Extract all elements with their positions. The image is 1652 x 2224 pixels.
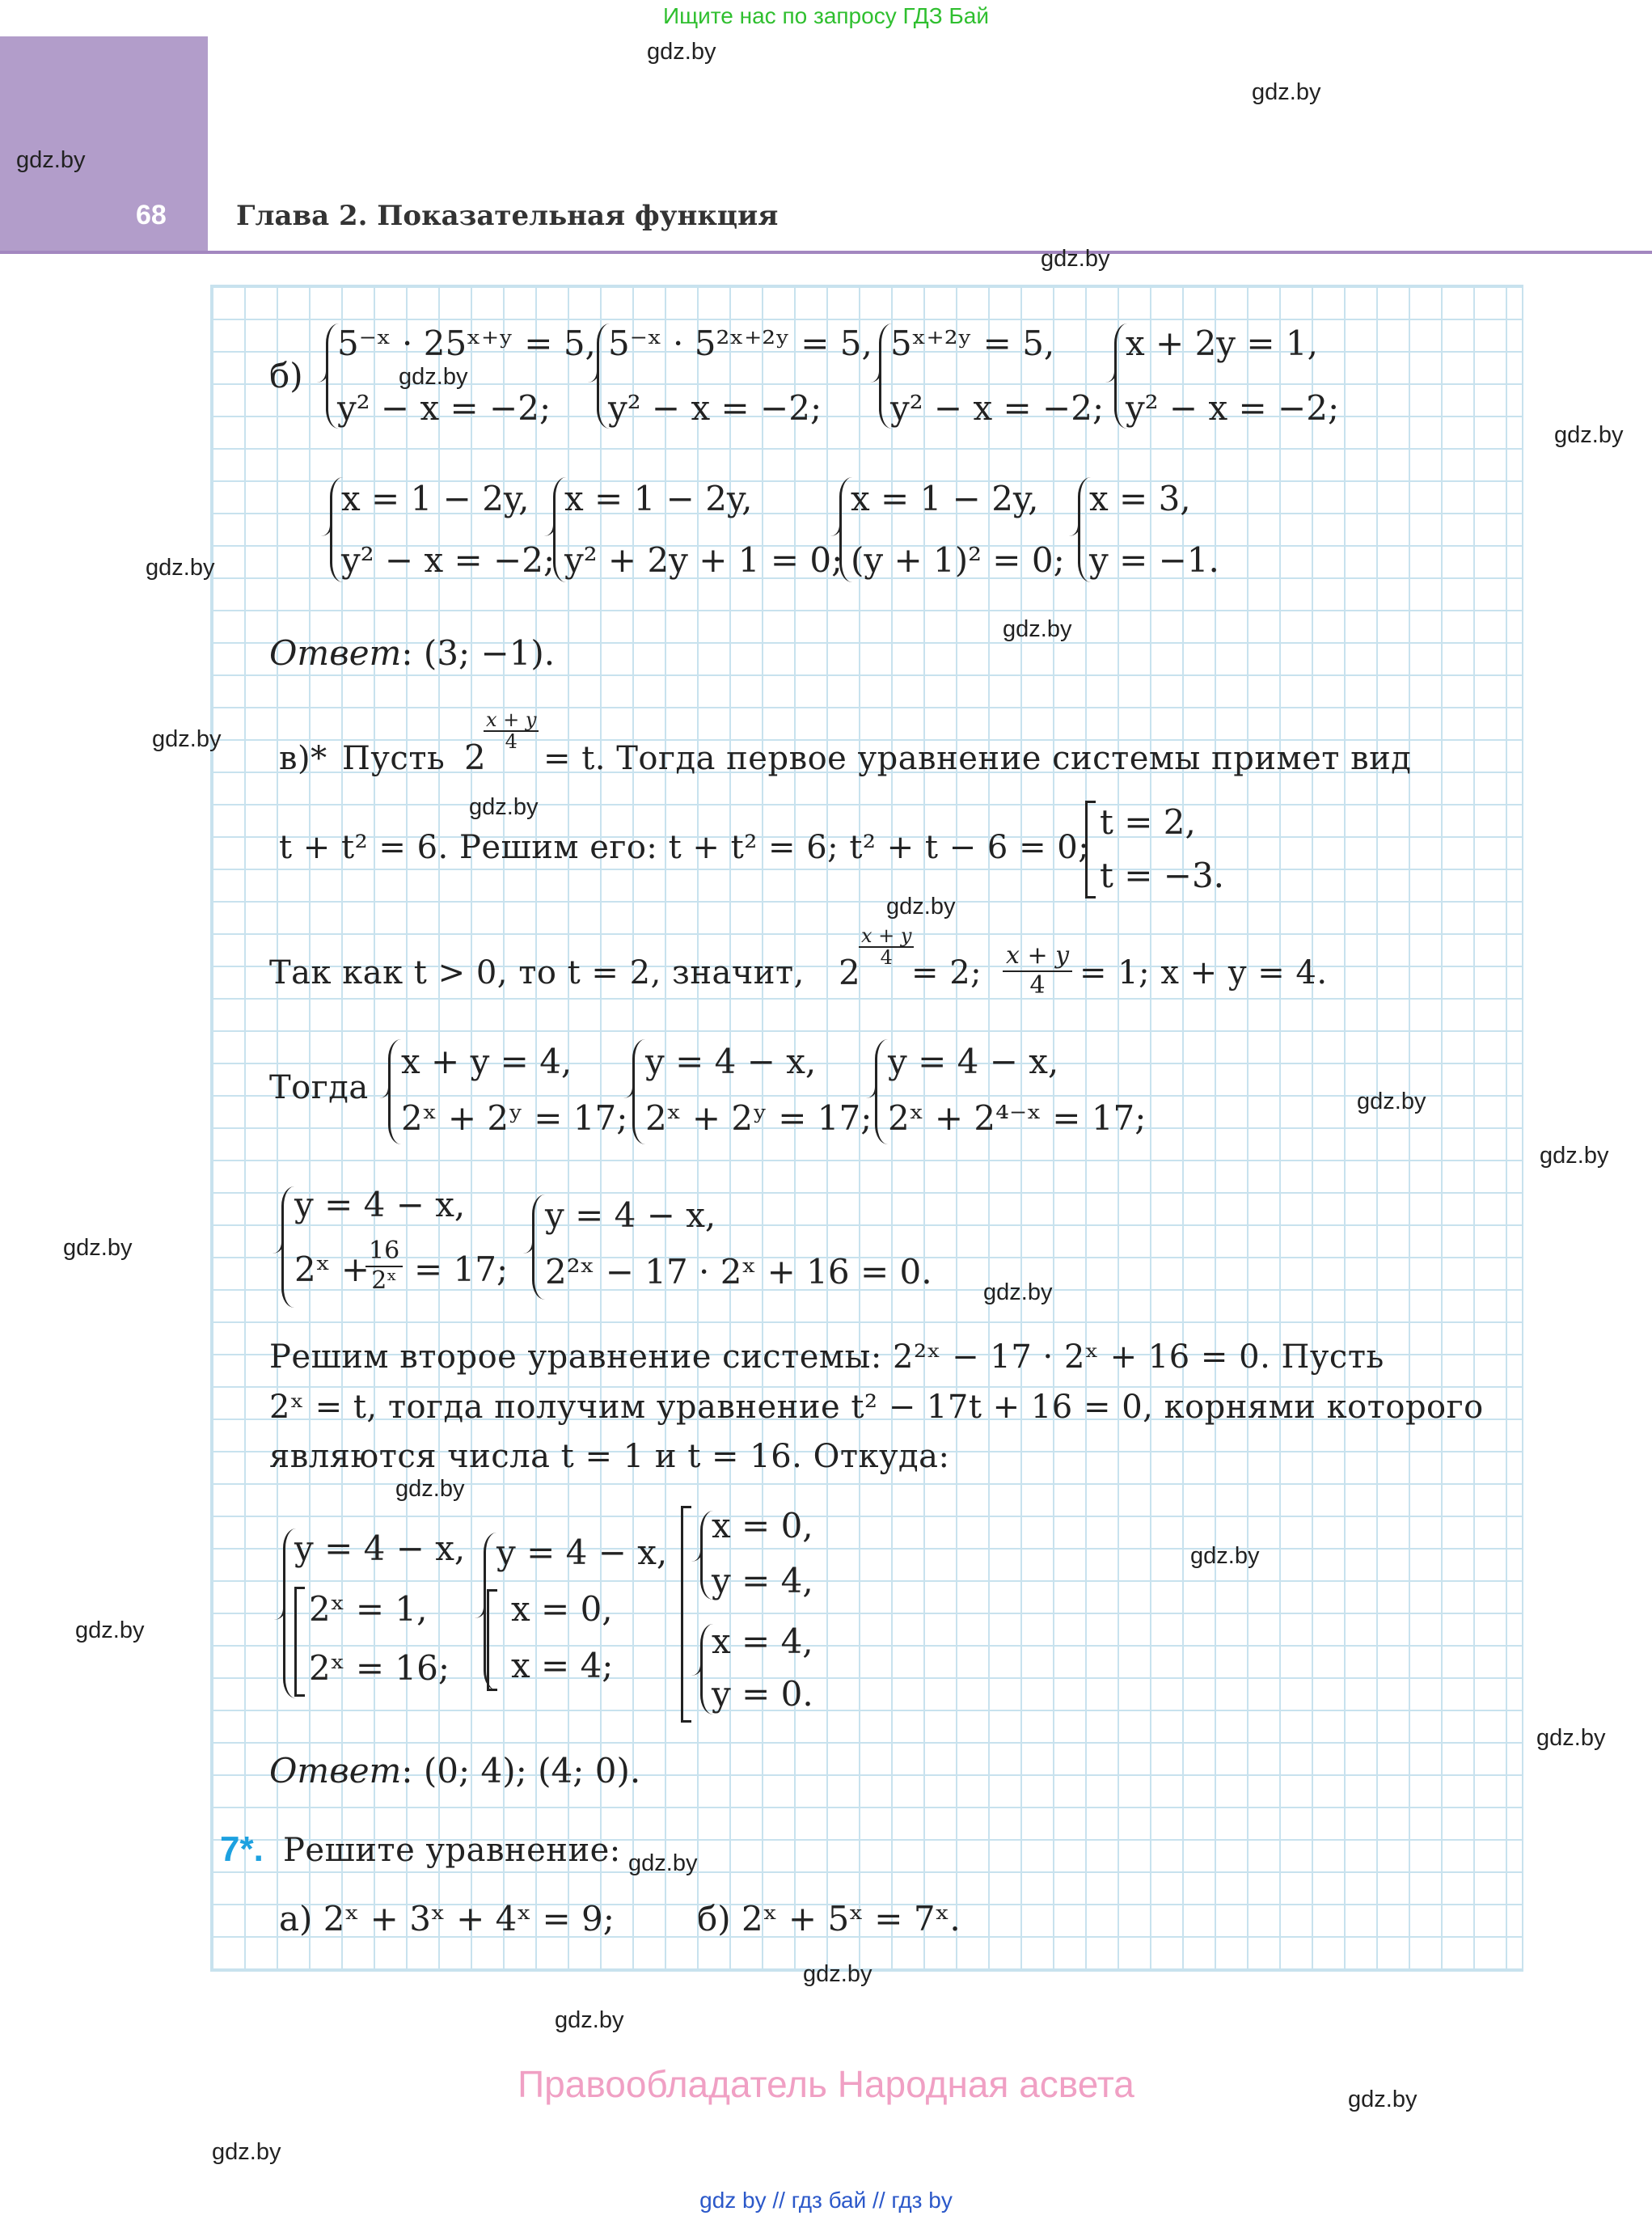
paragraph-line: 2ˣ = t, тогда получим уравнение t² − 17t + 16 = 0, корнями которого: [269, 1389, 1484, 1426]
watermark: gdz.by: [555, 2007, 624, 2033]
system-line: y = 4,: [712, 1561, 813, 1600]
fraction-numerator: x + y: [484, 710, 539, 732]
watermark: gdz.by: [16, 147, 86, 173]
watermark: gdz.by: [803, 1961, 872, 1987]
watermark: gdz.by: [146, 555, 215, 581]
answer-label: Ответ: [269, 1751, 402, 1791]
watermark: gdz.by: [212, 2139, 281, 2165]
system-line: y = −1.: [1089, 540, 1219, 580]
fraction-numerator: x + y: [1003, 942, 1072, 972]
system-line: y = 4 − x,: [294, 1528, 466, 1568]
let-word: Пусть: [342, 740, 446, 777]
footer-links[interactable]: gdz by // гдз бай // гдз by: [699, 2188, 953, 2213]
task-part-b: б) 2ˣ + 5ˣ = 7ˣ.: [697, 1899, 961, 1939]
chapter-title: Глава 2. Показательная функция: [236, 200, 779, 232]
exponent-fraction: [484, 710, 539, 752]
task-number: 7*.: [220, 1829, 264, 1869]
task-part-a: а) 2ˣ + 3ˣ + 4ˣ = 9;: [279, 1899, 615, 1939]
exponent-fraction: [859, 926, 914, 968]
header-divider: [0, 251, 1652, 254]
system-line: y = 4 − x,: [645, 1042, 817, 1081]
system-line: 2ˣ +: [294, 1249, 370, 1289]
system-line: 2ˣ + 2ʸ = 17;: [645, 1098, 872, 1138]
system-line: y² − x = −2;: [608, 388, 822, 428]
fraction-numerator: 16: [365, 1237, 403, 1267]
since-tail2: = 1; x + y = 4.: [1080, 954, 1328, 991]
system-line: y = 4 − x,: [294, 1185, 466, 1224]
bracket: [294, 1587, 305, 1697]
system-line: x = 1 − 2y,: [564, 479, 753, 518]
system-line: x = 3,: [1089, 479, 1191, 518]
system-line: x + y = 4,: [401, 1042, 572, 1081]
system-line: 2ˣ + 2ʸ = 17;: [401, 1098, 628, 1138]
system-line: y = 4 − x,: [545, 1195, 716, 1235]
watermark: gdz.by: [1003, 616, 1072, 642]
fraction-denominator: 4: [505, 730, 518, 754]
system-line: 5ˣ⁺²ʸ = 5,: [890, 323, 1055, 363]
answer-value: : (3; −1).: [401, 633, 556, 673]
watermark: gdz.by: [75, 1617, 145, 1643]
watermark: gdz.by: [1041, 246, 1110, 272]
system-line: y² − x = −2;: [341, 540, 556, 580]
system-line: (y + 1)² = 0;: [851, 540, 1065, 580]
watermark: gdz.by: [1252, 79, 1321, 105]
root-line: t = 2,: [1100, 802, 1196, 842]
quadratic-line: t + t² = 6. Решим его: t + t² = 6; t² + t − 6 = 0;: [279, 829, 1090, 866]
system-line: 2ˣ = 1,: [309, 1589, 428, 1629]
watermark: gdz.by: [152, 726, 222, 752]
let-rest: = t. Тогда первое уравнение системы примет вид: [543, 740, 1412, 777]
page-tab: [0, 36, 208, 253]
paragraph-line: Решим второе уравнение системы: 2²ˣ − 17 · 2ˣ + 16 = 0. Пусть: [269, 1338, 1384, 1376]
system-line: y = 0.: [712, 1674, 813, 1714]
system-line: y² − x = −2;: [337, 388, 551, 428]
root-line: t = −3.: [1100, 856, 1225, 895]
system-line: y = 4 − x,: [496, 1533, 668, 1572]
system-line: 5⁻ˣ · 5²ˣ⁺²ʸ = 5,: [608, 323, 872, 363]
system-line: = 17;: [414, 1249, 509, 1289]
since-tail: = 2;: [911, 954, 982, 991]
watermark: gdz.by: [395, 1476, 465, 1502]
paragraph-line: являются числа t = 1 и t = 16. Откуда:: [269, 1438, 950, 1475]
fraction: [1003, 942, 1072, 1000]
system-line: y² − x = −2;: [890, 388, 1105, 428]
answer-v: [269, 1751, 640, 1791]
system-line: x = 1 − 2y,: [851, 479, 1039, 518]
system-line: 2ˣ + 2⁴⁻ˣ = 17;: [888, 1098, 1147, 1138]
watermark: gdz.by: [1348, 2087, 1418, 2112]
watermark: gdz.by: [469, 794, 539, 820]
system-line: x = 4;: [511, 1646, 614, 1685]
bracket: [681, 1506, 691, 1723]
system-line: x + 2y = 1,: [1126, 323, 1318, 363]
watermark: gdz.by: [1554, 422, 1624, 448]
answer-b: [269, 633, 555, 673]
then-word: Тогда: [269, 1069, 369, 1106]
watermark: gdz.by: [1357, 1089, 1426, 1114]
watermark: gdz.by: [647, 39, 716, 65]
watermark: gdz.by: [1540, 1143, 1609, 1169]
system-line: x = 0,: [712, 1506, 813, 1545]
page-number: 68: [136, 200, 167, 230]
power-base: 2: [464, 738, 486, 777]
power-base: 2: [839, 953, 860, 992]
system-line: y² − x = −2;: [1126, 388, 1340, 428]
bracket: [1085, 801, 1096, 898]
since-text: Так как t > 0, то t = 2, значит,: [269, 954, 805, 991]
part-v-label: в)*: [279, 740, 327, 777]
system-line: y = 4 − x,: [888, 1042, 1059, 1081]
watermark: gdz.by: [399, 364, 468, 390]
bracket: [487, 1589, 497, 1691]
fraction-numerator: x + y: [859, 926, 914, 948]
task-title: Решите уравнение:: [283, 1832, 621, 1869]
fraction: [365, 1237, 403, 1295]
watermark: gdz.by: [886, 894, 956, 920]
watermark: gdz.by: [63, 1235, 133, 1261]
watermark: gdz.by: [628, 1850, 698, 1876]
part-b-label: б): [269, 356, 303, 395]
top-banner: Ищите нас по запросу ГДЗ Бай: [662, 3, 990, 28]
system-line: 2²ˣ − 17 · 2ˣ + 16 = 0.: [545, 1252, 932, 1292]
watermark: gdz.by: [1536, 1725, 1606, 1751]
system-line: y² + 2y + 1 = 0;: [564, 540, 843, 580]
answer-label: Ответ: [269, 633, 402, 673]
watermark: gdz.by: [983, 1279, 1053, 1305]
system-line: x = 0,: [511, 1589, 613, 1629]
system-line: 5⁻ˣ · 25ˣ⁺ʸ = 5,: [337, 323, 596, 363]
system-line: x = 1 − 2y,: [341, 479, 530, 518]
answer-value: : (0; 4); (4; 0).: [401, 1751, 641, 1791]
watermark: gdz.by: [1190, 1543, 1260, 1569]
system-line: x = 4,: [712, 1621, 813, 1661]
fraction-denominator: 4: [1029, 970, 1046, 1000]
fraction-denominator: 2ˣ: [371, 1266, 397, 1295]
system-line: 2ˣ = 16;: [309, 1648, 450, 1688]
fraction-denominator: 4: [880, 946, 893, 970]
copyright-notice: Правообладатель Народная асвета: [518, 2063, 1134, 2105]
